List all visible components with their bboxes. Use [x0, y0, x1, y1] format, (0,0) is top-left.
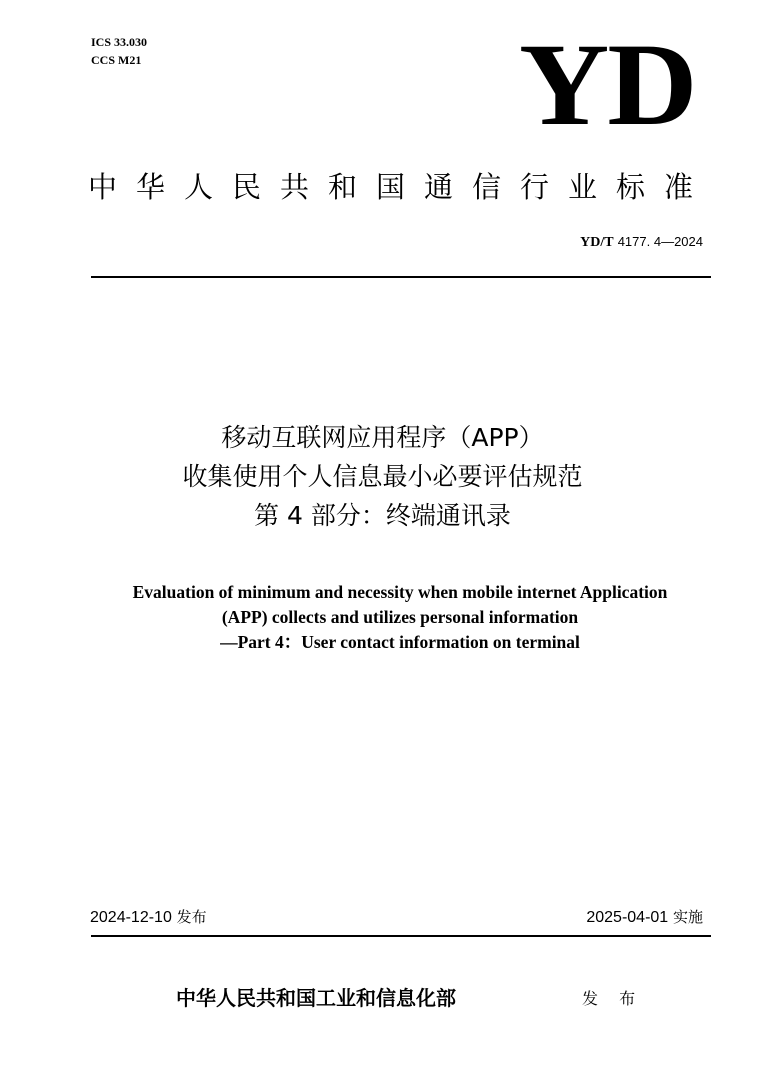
- standard-category-name: 中华人民共和国通信行业标准: [88, 170, 713, 204]
- standard-code-prefix: YD/T: [580, 235, 614, 250]
- classification-codes: [91, 33, 147, 69]
- title-cn-line-1: 移动互联网应用程序（APP）: [221, 423, 544, 452]
- issuing-authority: 中华人民共和国工业和信息化部: [176, 986, 456, 1010]
- title-en-line-3: —Part 4：User contact information on terminal: [220, 632, 580, 652]
- implement-date: 2025-04-01: [586, 909, 669, 926]
- bottom-divider: [91, 935, 711, 937]
- ccs-code: CCS M21: [91, 53, 142, 67]
- publish-date: 2024-12-10: [90, 909, 172, 926]
- title-en-line-1: Evaluation of minimum and necessity when mobile internet Application: [132, 582, 668, 602]
- title-english: [0, 580, 765, 655]
- top-divider: [91, 276, 711, 278]
- implement-date-block: [586, 907, 703, 928]
- ics-code: ICS 33.030: [91, 35, 148, 49]
- title-cn-line-2: 收集使用个人信息最小必要评估规范: [182, 462, 583, 491]
- standard-code: [580, 233, 703, 252]
- implement-label: 实施: [672, 908, 703, 926]
- publish-date-block: [90, 907, 207, 928]
- title-en-line-2: (APP) collects and utilizes personal information: [221, 607, 579, 627]
- yd-logo: YD: [519, 19, 696, 150]
- title-chinese: [0, 418, 765, 535]
- issue-label: 发 布: [582, 989, 644, 1008]
- publish-label: 发布: [176, 908, 207, 926]
- standard-code-number: 4177. 4—2024: [617, 234, 703, 249]
- title-cn-line-3: 第 4 部分：终端通讯录: [254, 501, 511, 530]
